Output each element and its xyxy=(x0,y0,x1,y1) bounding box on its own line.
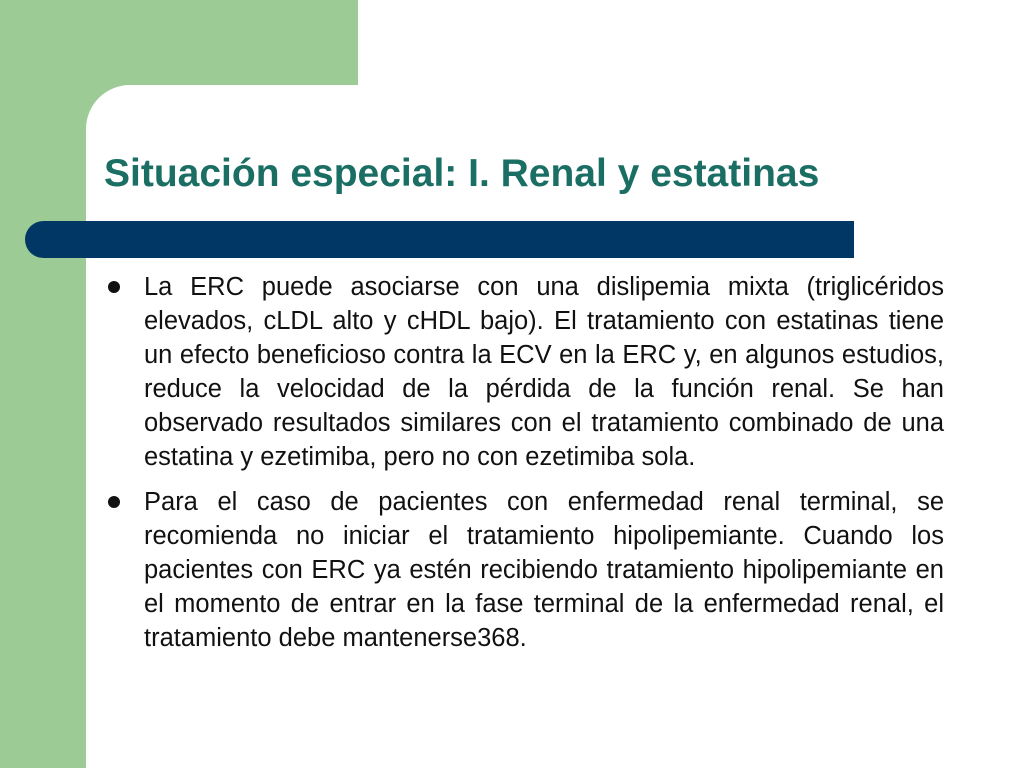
list-item xyxy=(104,485,944,655)
bullet-list xyxy=(104,270,944,666)
list-item xyxy=(104,270,944,474)
slide-title: Situación especial: I. Renal y estatinas xyxy=(104,152,820,195)
title-divider-bar xyxy=(25,221,854,258)
bullet-text: Para el caso de pacientes con enfermedad renal terminal, se recomienda no iniciar el tratamiento hipolipemiante. Cuando los pacientes con ERC ya estén recibiendo tratamiento hipolipemiante en el momento de entrar en la fase terminal de la enfermedad renal, el tratamiento debe mantenerse368. xyxy=(144,488,944,652)
bullet-dot-icon xyxy=(108,496,120,508)
bullet-dot-icon xyxy=(108,281,120,293)
bullet-text: La ERC puede asociarse con una dislipemia mixta (triglicéridos elevados, cLDL alto y cHDL bajo). El tratamiento con estatinas tiene un efecto beneficioso contra la ECV en la ERC y, en algunos estudios, reduce la velocidad de la pérdida de la función renal. Se han observado resultados similares con el tratamiento combinado de una estatina y ezetimiba, pero no con ezetimiba sola. xyxy=(144,273,944,471)
